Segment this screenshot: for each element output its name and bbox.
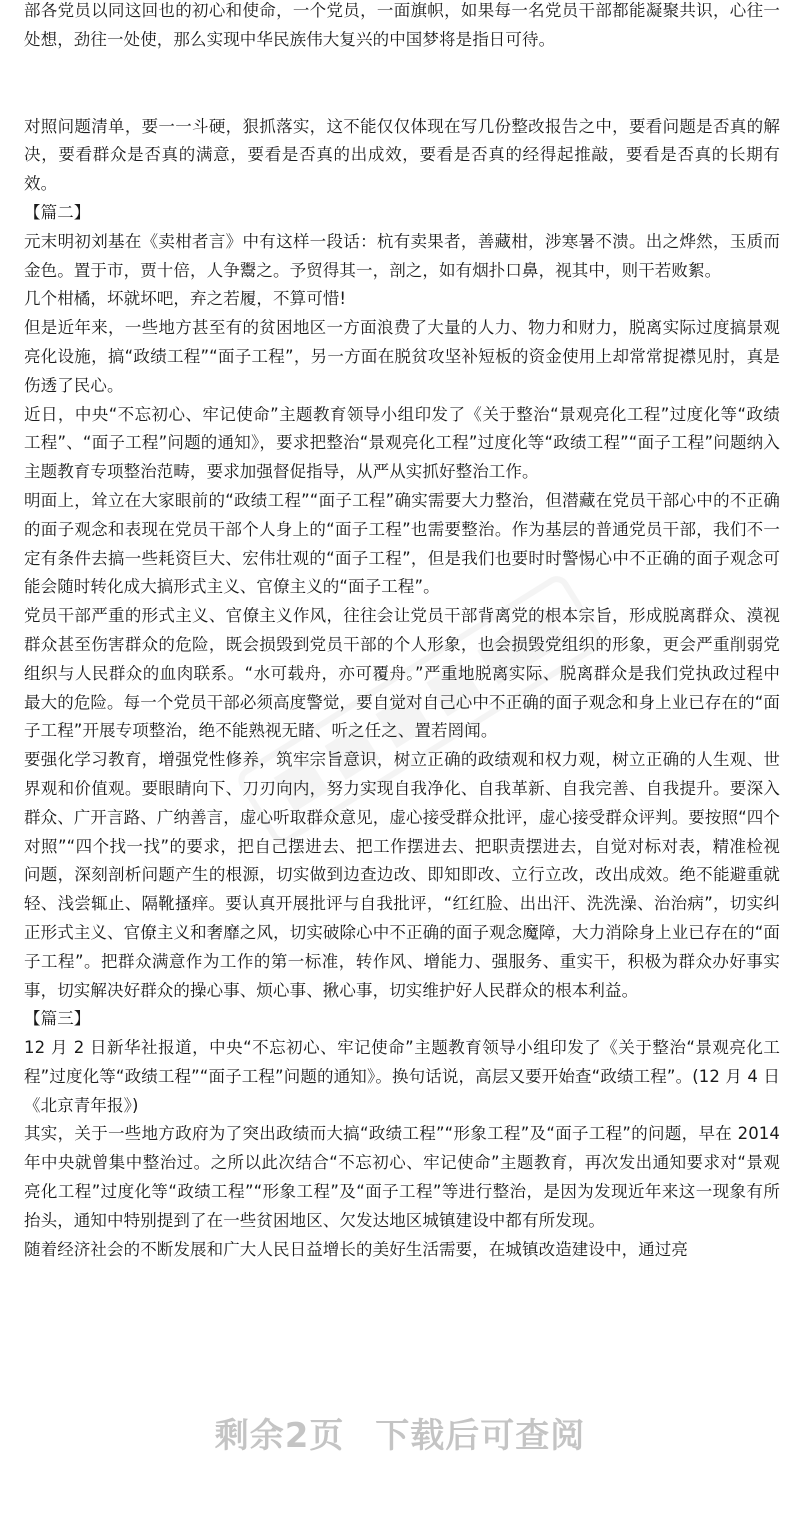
paragraph: 随着经济社会的不断发展和广大人民日益增长的美好生活需要，在城镇改造建设中，通过亮: [24, 1239, 688, 1259]
section-heading: 【篇二】: [24, 202, 91, 222]
paragraph: 明面上，耸立在大家眼前的“政绩工程”“面子工程”确实需要大力整治，但潜藏在党员干部心中的不正确的面子观念和表现在党员干部个人身上的“面子工程”也需要整治。作为基层的普通党员干部，我们不一定有条件去搞一些耗资巨大、宏伟壮观的“面子工程”，但是我们也要时时警惕心中不正确的面子观念可能会随时转化成大搞形式主义、官僚主义的“面子工程”。: [24, 490, 780, 597]
paragraph: 12 月 2 日新华社报道，中央“不忘初心、牢记使命”主题教育领导小组印发了《关于整治“景观亮化工程”过度化等“政绩工程”“面子工程”问题的通知》。换句话说，高层又要开始查“政绩工程”。(12 月 4 日《北京青年报》): [24, 1038, 780, 1115]
section-heading: 【篇三】: [24, 1009, 91, 1029]
paragraph: 但是近年来，一些地方甚至有的贫困地区一方面浪费了大量的人力、物力和财力，脱离实际过度搞景观亮化设施，搞“政绩工程”“面子工程”，另一方面在脱贫攻坚补短板的资金使用上却常常捉襟见肘，真是伤透了民心。: [24, 318, 780, 395]
paragraph: 要强化学习教育，增强党性修养，筑牢宗旨意识，树立正确的政绩观和权力观，树立正确的人生观、世界观和价值观。要眼睛向下、刀刃向内，努力实现自我净化、自我革新、自我完善、自我提升。要深入群众、广开言路、广纳善言，虚心听取群众意见，虚心接受群众批评，虚心接受群众评判。要按照“四个对照”“四个找一找”的要求，把自己摆进去、把工作摆进去、把职责摆进去，自觉对标对表，精准检视问题，深刻剖析问题产生的根源，切实做到边查边改、即知即改、立行立改，改出成效。绝不能避重就轻、浅尝辄止、隔靴搔痒。要认真开展批评与自我批评，“红红脸、出出汗、洗洗澡、治治病”，切实纠正形式主义、官僚主义和奢靡之风，切实破除心中不正确的面子观念魔障，大力消除身上业已存在的“面子工程”。把群众满意作为工作的第一标准，转作风、增能力、强服务、重实干，积极为群众办好事实事，切实解决好群众的操心事、烦心事、揪心事，切实维护好人民群众的根本利益。: [24, 750, 780, 1000]
paragraph: 其实，关于一些地方政府为了突出政绩而大搞“政绩工程”“形象工程”及“面子工程”的问题，早在 2014 年中央就曾集中整治过。之所以此次结合“不忘初心、牢记使命”主题教育，再次发出通知要求对“景观亮化工程”过度化等“政绩工程”“形象工程”及“面子工程”等进行整治，是因为发现近年来这一现象有所抬头，通知中特别提到了在一些贫困地区、欠发达地区城镇建设中都有所发现。: [24, 1124, 780, 1230]
document-body: [24, 0, 780, 1264]
paragraph: 部各党员以同这回也的初心和使命，一个党员，一面旗帜，如果每一名党员干部都能凝聚共识，心往一处想，劲往一处使，那么实现中华民族伟大复兴的中国梦将是指日可待。: [24, 1, 780, 49]
paragraph: 几个柑橘，坏就坏吧，弃之若履，不算可惜!: [24, 289, 347, 309]
paragraph: 对照问题清单，要一一斗硬，狠抓落实，这不能仅仅体现在写几份整改报告之中，要看问题是否真的解决，要看群众是否真的满意，要看是否真的出成效，要看是否真的经得起推敲，要看是否真的长期有效。: [24, 116, 780, 194]
paragraph: 近日，中央“不忘初心、牢记使命”主题教育领导小组印发了《关于整治“景观亮化工程”过度化等“政绩工程”、“面子工程”问题的通知》，要求把整治“景观亮化工程”过度化等“政绩工程”“面子工程”问题纳入主题教育专项整治范畴，要求加强督促指导，从严从实抓好整治工作。: [24, 404, 780, 482]
remaining-pages-notice[interactable]: 剩余2页 下载后可查阅: [214, 1416, 586, 1456]
paragraph: 元末明初刘基在《卖柑者言》中有这样一段话：杭有卖果者，善藏柑，涉寒暑不溃。出之烨然，玉质而金色。置于市，贾十倍，人争鬻之。予贸得其一，剖之，如有烟扑口鼻，视其中，则干若败絮。: [24, 231, 780, 280]
paragraph: 党员干部严重的形式主义、官僚主义作风，往往会让党员干部背离党的根本宗旨，形成脱离群众、漠视群众甚至伤害群众的危险，既会损毁到党员干部的个人形象，也会损毁党组织的形象，更会严重削弱党组织与人民群众的血肉联系。“水可载舟，亦可覆舟。”严重地脱离实际、脱离群众是我们党执政过程中最大的危险。每一个党员干部必须高度警觉，要自觉对自己心中不正确的面子观念和身上业已存在的“面子工程”开展专项整治，绝不能熟视无睹、听之任之、置若罔闻。: [24, 606, 780, 741]
